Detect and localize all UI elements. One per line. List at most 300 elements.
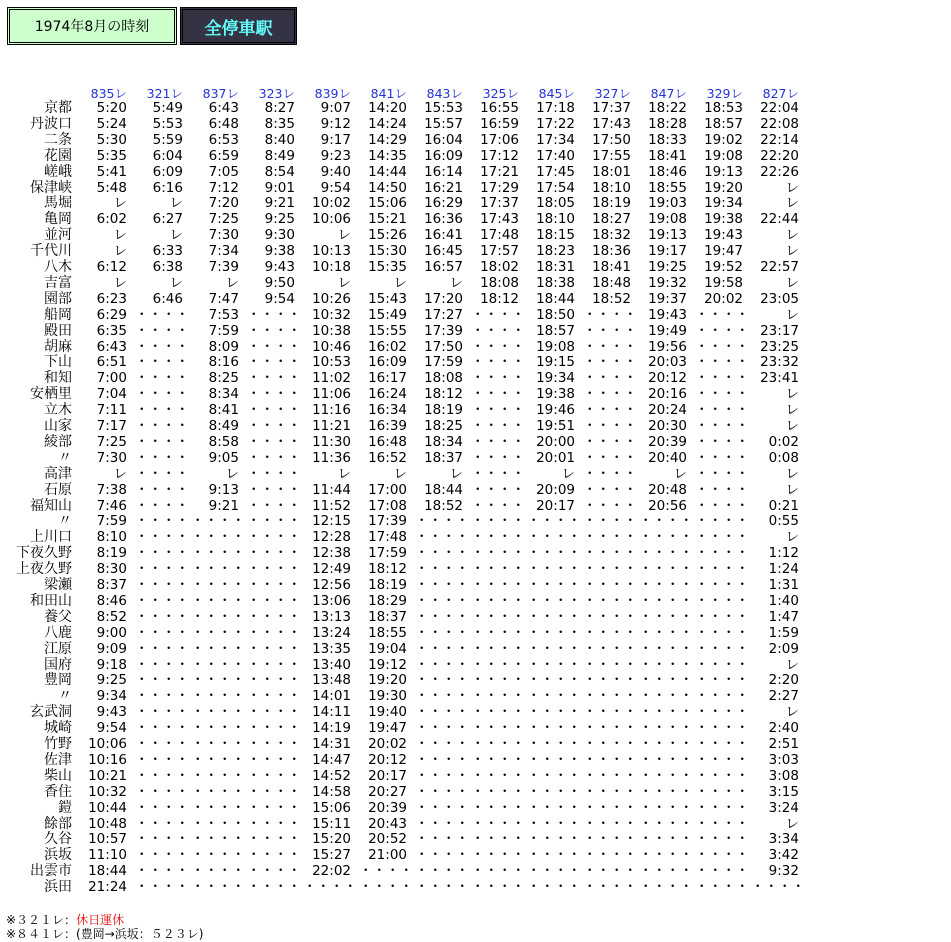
time-cell: ・・・・ [639,529,693,546]
time-cell: 2:09 [768,640,799,657]
time-cell: ・・・・ [695,704,749,721]
station-name: 吉富 [44,274,72,291]
time-cell: ・・・・ [471,354,525,371]
time-cell: ・・・・ [135,497,189,514]
time-cell: 19:40 [368,704,407,721]
time-cell: 17:43 [592,115,631,132]
time-cell: 18:50 [536,306,575,323]
time-cell: ・・・・ [247,608,301,625]
time-cell: 7:53 [208,306,239,323]
time-cell: 10:21 [88,767,127,784]
station-name: 殿田 [44,322,72,339]
time-cell: ・・・・ [135,847,189,864]
time-cell: ・・・・ [695,545,749,562]
time-cell: ・・・・ [135,433,189,450]
time-cell: ・・・・ [583,481,637,498]
time-cell: ・・・・ [191,529,245,546]
time-cell: 21:24 [88,879,127,896]
time-cell: 16:17 [368,370,407,387]
station-name: 千代川 [30,243,72,260]
time-cell: 7:59 [96,513,127,530]
time-cell: 7:59 [208,322,239,339]
table-row [0,593,820,609]
time-cell: 9:43 [264,259,295,275]
time-cell: 14:29 [368,131,407,148]
train-number: 837レ [202,86,239,101]
time-cell: ・・・・ [247,513,301,530]
time-cell: ・・・・ [415,847,469,864]
time-cell: 20:12 [648,370,687,387]
time-cell: ・・・・ [247,433,301,450]
time-cell: 19:43 [704,227,743,244]
time-cell: 8:58 [208,433,239,450]
time-cell: 9:25 [96,672,127,689]
time-cell: 10:13 [312,243,351,260]
time-cell: ・・・・ [471,449,525,466]
time-cell: 20:12 [368,751,407,768]
time-cell: ・・・・ [583,465,637,482]
time-cell: ・・・・ [471,513,525,530]
time-cell: 11:10 [88,847,127,864]
time-cell: ・・・・ [583,624,637,641]
time-cell: ・・・・ [471,306,525,323]
time-cell: ・・・・ [695,513,749,530]
time-cell: ・・・・ [471,608,525,625]
time-cell: 17:21 [480,163,519,180]
station-name: 餘部 [44,815,72,832]
time-cell: 7:04 [96,386,127,403]
station-name: 綾部 [44,433,72,450]
table-row [0,386,820,402]
table-row [0,545,820,561]
note-841: ※８４１レ：(豊岡→浜坂：５２３レ) [6,927,204,941]
time-cell: ・・・・ [695,481,749,498]
time-cell: ・・・・ [247,370,301,387]
time-cell: 19:13 [648,227,687,244]
time-cell: 18:52 [592,290,631,307]
time-cell: ・・・・ [471,592,525,609]
time-cell: ・・・・ [191,513,245,530]
time-cell: ・・・・ [695,433,749,450]
time-cell: ・・・・ [583,497,637,514]
time-cell: ・・・・ [135,306,189,323]
station-name: 嵯峨 [44,163,72,180]
note-321: ※３２１レ：休日運休 [6,913,125,927]
time-cell: レ [337,465,351,482]
table-row [0,275,820,291]
time-cell: ・・・・ [527,783,581,800]
time-cell: 7:25 [208,211,239,228]
time-cell: 10:16 [88,751,127,768]
time-cell: 18:28 [648,115,687,132]
time-cell: ・・・・ [415,799,469,816]
time-cell: ・・・・ [583,529,637,546]
time-cell: 16:57 [424,259,463,275]
time-cell: ・・・・ [583,418,637,434]
time-cell: ・・・・ [695,831,749,848]
time-cell: ・・・・ [471,497,525,514]
time-cell: 6:29 [96,306,127,323]
time-cell: ・・・・ [639,831,693,848]
time-cell: 16:45 [424,243,463,260]
time-cell: ・・・・ [583,751,637,768]
time-cell: 15:11 [312,815,351,832]
time-cell: 18:19 [424,402,463,419]
time-cell: ・・・・ [639,624,693,641]
time-cell: 19:17 [648,243,687,260]
time-cell: ・・・・ [583,863,637,880]
time-cell: ・・・・ [695,672,749,689]
time-cell: 6:59 [208,147,239,164]
time-cell: ・・・・ [695,847,749,864]
time-cell: ・・・・ [583,577,637,593]
time-cell: 16:09 [424,147,463,164]
time-cell: 1:40 [768,592,799,609]
time-cell: 9:25 [264,211,295,228]
time-cell: 9:17 [320,131,351,148]
time-cell: ・・・・ [471,577,525,593]
time-cell: ・・・・ [247,306,301,323]
time-cell: ・・・・ [415,831,469,848]
time-cell: 17:34 [536,131,575,148]
time-cell: ・・・・ [471,704,525,721]
mode-tab[interactable] [180,7,297,45]
time-cell: 19:25 [648,259,687,275]
table-row [0,339,820,355]
time-cell: ・・・・ [191,751,245,768]
time-cell: 5:48 [96,179,127,196]
time-cell: ・・・・ [527,831,581,848]
table-row [0,466,820,482]
time-cell: レ [785,227,799,244]
time-cell: ・・・・ [583,433,637,450]
time-cell: ・・・・ [135,481,189,498]
time-cell: ・・・・ [191,767,245,784]
time-cell: ・・・・ [639,815,693,832]
station-name: 保津峡 [30,179,72,196]
station-name: 二条 [44,131,72,148]
time-cell: ・・・・ [583,720,637,737]
station-name: 八木 [44,259,72,275]
time-cell: レ [785,704,799,721]
time-cell: ・・・・ [527,545,581,562]
table-row [0,180,820,196]
time-cell: 6:12 [96,259,127,275]
time-cell: ・・・・ [135,465,189,482]
time-cell: 12:38 [312,545,351,562]
table-row [0,736,820,752]
time-cell: 19:02 [704,131,743,148]
time-cell: 17:27 [424,306,463,323]
time-cell: ・・・・ [247,338,301,355]
time-cell: ・・・・ [415,815,469,832]
time-cell: 21:00 [368,847,407,864]
time-cell: 5:30 [96,131,127,148]
time-cell: ・・・・ [135,386,189,403]
time-cell: 16:52 [368,449,407,466]
time-cell: 9:09 [96,640,127,657]
time-cell: ・・・・ [639,592,693,609]
table-row [0,513,820,529]
time-cell: ・・・・ [135,354,189,371]
time-cell: 7:20 [208,195,239,212]
time-cell: 16:04 [424,131,463,148]
time-cell: ・・・・ [527,720,581,737]
time-cell: ・・・・ [471,561,525,578]
station-name: 国府 [44,656,72,673]
time-cell: 23:17 [760,322,799,339]
time-cell: 18:31 [536,259,575,275]
train-number: 325レ [482,86,519,101]
time-cell: 1:47 [768,608,799,625]
time-cell: ・・・・ [415,672,469,689]
time-cell: 8:52 [96,608,127,625]
time-cell: 18:57 [536,322,575,339]
table-row [0,577,820,593]
time-cell: ・・・・ [191,831,245,848]
time-cell: ・・・・ [639,783,693,800]
table-row [0,816,820,832]
time-cell: ・・・・ [135,370,189,387]
time-cell: ・・・・ [639,640,693,657]
train-number: 839レ [314,86,351,101]
station-name: 下夜久野 [16,545,72,562]
time-cell: 6:09 [152,163,183,180]
time-cell: 18:32 [592,227,631,244]
time-cell: ・・・・ [247,704,301,721]
time-cell: ・・・・ [583,608,637,625]
time-cell: 9:54 [96,720,127,737]
time-cell: ・・・・ [191,847,245,864]
time-cell: レ [113,243,127,260]
time-cell: ・・・・ [695,656,749,673]
time-cell: 19:47 [704,243,743,260]
time-cell: 7:11 [96,402,127,419]
time-cell: 15:53 [424,100,463,116]
time-cell: ・・・・ [583,879,637,896]
time-cell: ・・・・ [639,751,693,768]
time-cell: 10:32 [88,783,127,800]
time-cell: ・・・・ [695,624,749,641]
time-cell: 14:58 [312,783,351,800]
table-row [0,148,820,164]
table-row [0,482,820,498]
time-cell: 10:53 [312,354,351,371]
time-cell: 17:39 [368,513,407,530]
time-cell: 17:50 [424,338,463,355]
time-cell: 20:52 [368,831,407,848]
time-cell: 14:24 [368,115,407,132]
time-cell: 18:23 [536,243,575,260]
time-cell: 19:20 [368,672,407,689]
time-cell: 17:12 [480,147,519,164]
time-cell: 16:36 [424,211,463,228]
time-cell: ・・・・ [247,529,301,546]
table-row [0,354,820,370]
time-cell: 1:59 [768,624,799,641]
time-cell: ・・・・ [135,656,189,673]
time-cell: 12:15 [312,513,351,530]
time-cell: ・・・・ [191,863,245,880]
time-cell: ・・・・ [191,736,245,752]
time-cell: 18:19 [368,577,407,593]
time-cell: 9:12 [320,115,351,132]
time-cell: 18:10 [592,179,631,196]
time-cell: 20:09 [536,481,575,498]
time-cell: ・・・・ [191,799,245,816]
station-name: 久谷 [44,831,72,848]
time-cell: 19:46 [536,402,575,419]
time-cell: 22:08 [760,115,799,132]
table-row [0,800,820,816]
time-cell: ・・・・ [415,545,469,562]
time-cell: レ [785,465,799,482]
time-cell: 10:06 [88,736,127,752]
time-cell: 18:27 [592,211,631,228]
time-cell: ・・・・ [639,799,693,816]
table-row [0,752,820,768]
time-cell: 10:26 [312,290,351,307]
train-number: 327レ [594,86,631,101]
time-cell: 19:58 [704,274,743,291]
time-cell: ・・・・ [527,704,581,721]
time-cell: 19:34 [704,195,743,212]
time-cell: 17:55 [592,147,631,164]
time-cell: 13:48 [312,672,351,689]
time-cell: 18:52 [424,497,463,514]
time-cell: 18:15 [536,227,575,244]
time-cell: 6:02 [96,211,127,228]
table-row [0,704,820,720]
time-cell: ・・・・ [583,513,637,530]
time-cell: ・・・・ [247,831,301,848]
time-cell: ・・・・ [247,592,301,609]
time-cell: ・・・・ [695,354,749,371]
time-cell: レ [113,227,127,244]
station-name: 福知山 [30,497,72,514]
time-cell: 9:32 [768,863,799,880]
time-cell: 18:29 [368,592,407,609]
time-cell: ・・・・ [527,577,581,593]
time-cell: 17:37 [480,195,519,212]
time-cell: 16:21 [424,179,463,196]
table-row [0,609,820,625]
time-cell: 6:38 [152,259,183,275]
time-cell: ・・・・ [583,592,637,609]
time-cell: 17:59 [368,545,407,562]
time-cell: 20:03 [648,354,687,371]
time-cell: 14:19 [312,720,351,737]
time-cell: 7:25 [96,433,127,450]
time-cell: ・・・・ [695,863,749,880]
time-cell: ・・・・ [695,386,749,403]
train-number: 843レ [426,86,463,101]
table-row [0,116,820,132]
time-cell: ・・・・ [527,561,581,578]
time-cell: レ [169,227,183,244]
time-cell: 19:43 [648,306,687,323]
time-cell: 20:01 [536,449,575,466]
time-cell: ・・・・ [247,672,301,689]
time-cell: 16:14 [424,163,463,180]
time-cell: ・・・・ [695,418,749,434]
time-cell: ・・・・ [415,640,469,657]
mode-text: 全停車駅 [204,18,273,39]
table-row [0,641,820,657]
table-row [0,402,820,418]
time-cell: 16:59 [480,115,519,132]
table-row [0,498,820,514]
time-cell: 19:20 [704,179,743,196]
time-cell: ・・・・ [527,608,581,625]
time-cell: ・・・・ [247,879,301,896]
time-cell: 15:57 [424,115,463,132]
time-cell: 20:02 [704,290,743,307]
time-cell: 9:54 [264,290,295,307]
time-cell: ・・・・ [527,879,581,896]
time-cell: 19:49 [648,322,687,339]
time-cell: 16:34 [368,402,407,419]
table-row [0,720,820,736]
table-row [0,561,820,577]
time-cell: 15:20 [312,831,351,848]
time-cell: レ [449,465,463,482]
time-cell: ・・・・ [471,465,525,482]
time-cell: ・・・・ [695,783,749,800]
time-cell: ・・・・ [695,465,749,482]
time-cell: ・・・・ [191,672,245,689]
time-cell: ・・・・ [135,402,189,419]
time-cell: ・・・・ [247,767,301,784]
time-cell: 19:37 [648,290,687,307]
station-name: 和知 [44,370,72,387]
table-row [0,863,820,879]
time-cell: ・・・・ [415,656,469,673]
time-cell: 20:48 [648,481,687,498]
time-cell: 8:40 [264,131,295,148]
time-cell: ・・・・ [135,338,189,355]
time-cell: ・・・・ [639,704,693,721]
station-name: 柴山 [44,767,72,784]
time-cell: 16:55 [480,100,519,116]
time-cell: 14:35 [368,147,407,164]
time-cell: ・・・・ [471,529,525,546]
time-cell: 3:24 [768,799,799,816]
time-cell: 10:38 [312,322,351,339]
time-cell: 17:50 [592,131,631,148]
time-cell: 18:41 [592,259,631,275]
time-cell: 20:39 [368,799,407,816]
time-cell: レ [449,274,463,291]
time-cell: 15:06 [312,799,351,816]
time-cell: 5:35 [96,147,127,164]
time-cell: レ [785,179,799,196]
station-name: 馬堀 [44,195,72,212]
time-cell: 11:36 [312,449,351,466]
train-number: 835レ [90,86,127,101]
time-cell: ・・・・ [639,561,693,578]
time-cell: ・・・・ [527,624,581,641]
time-cell: ・・・・ [135,545,189,562]
time-cell: ・・・・ [247,640,301,657]
time-cell: ・・・・ [135,577,189,593]
time-cell: ・・・・ [583,736,637,752]
time-cell: 14:31 [312,736,351,752]
time-cell: 12:28 [312,529,351,546]
time-cell: 19:52 [704,259,743,275]
time-cell: ・・・・ [247,465,301,482]
time-cell: 11:16 [312,402,351,419]
